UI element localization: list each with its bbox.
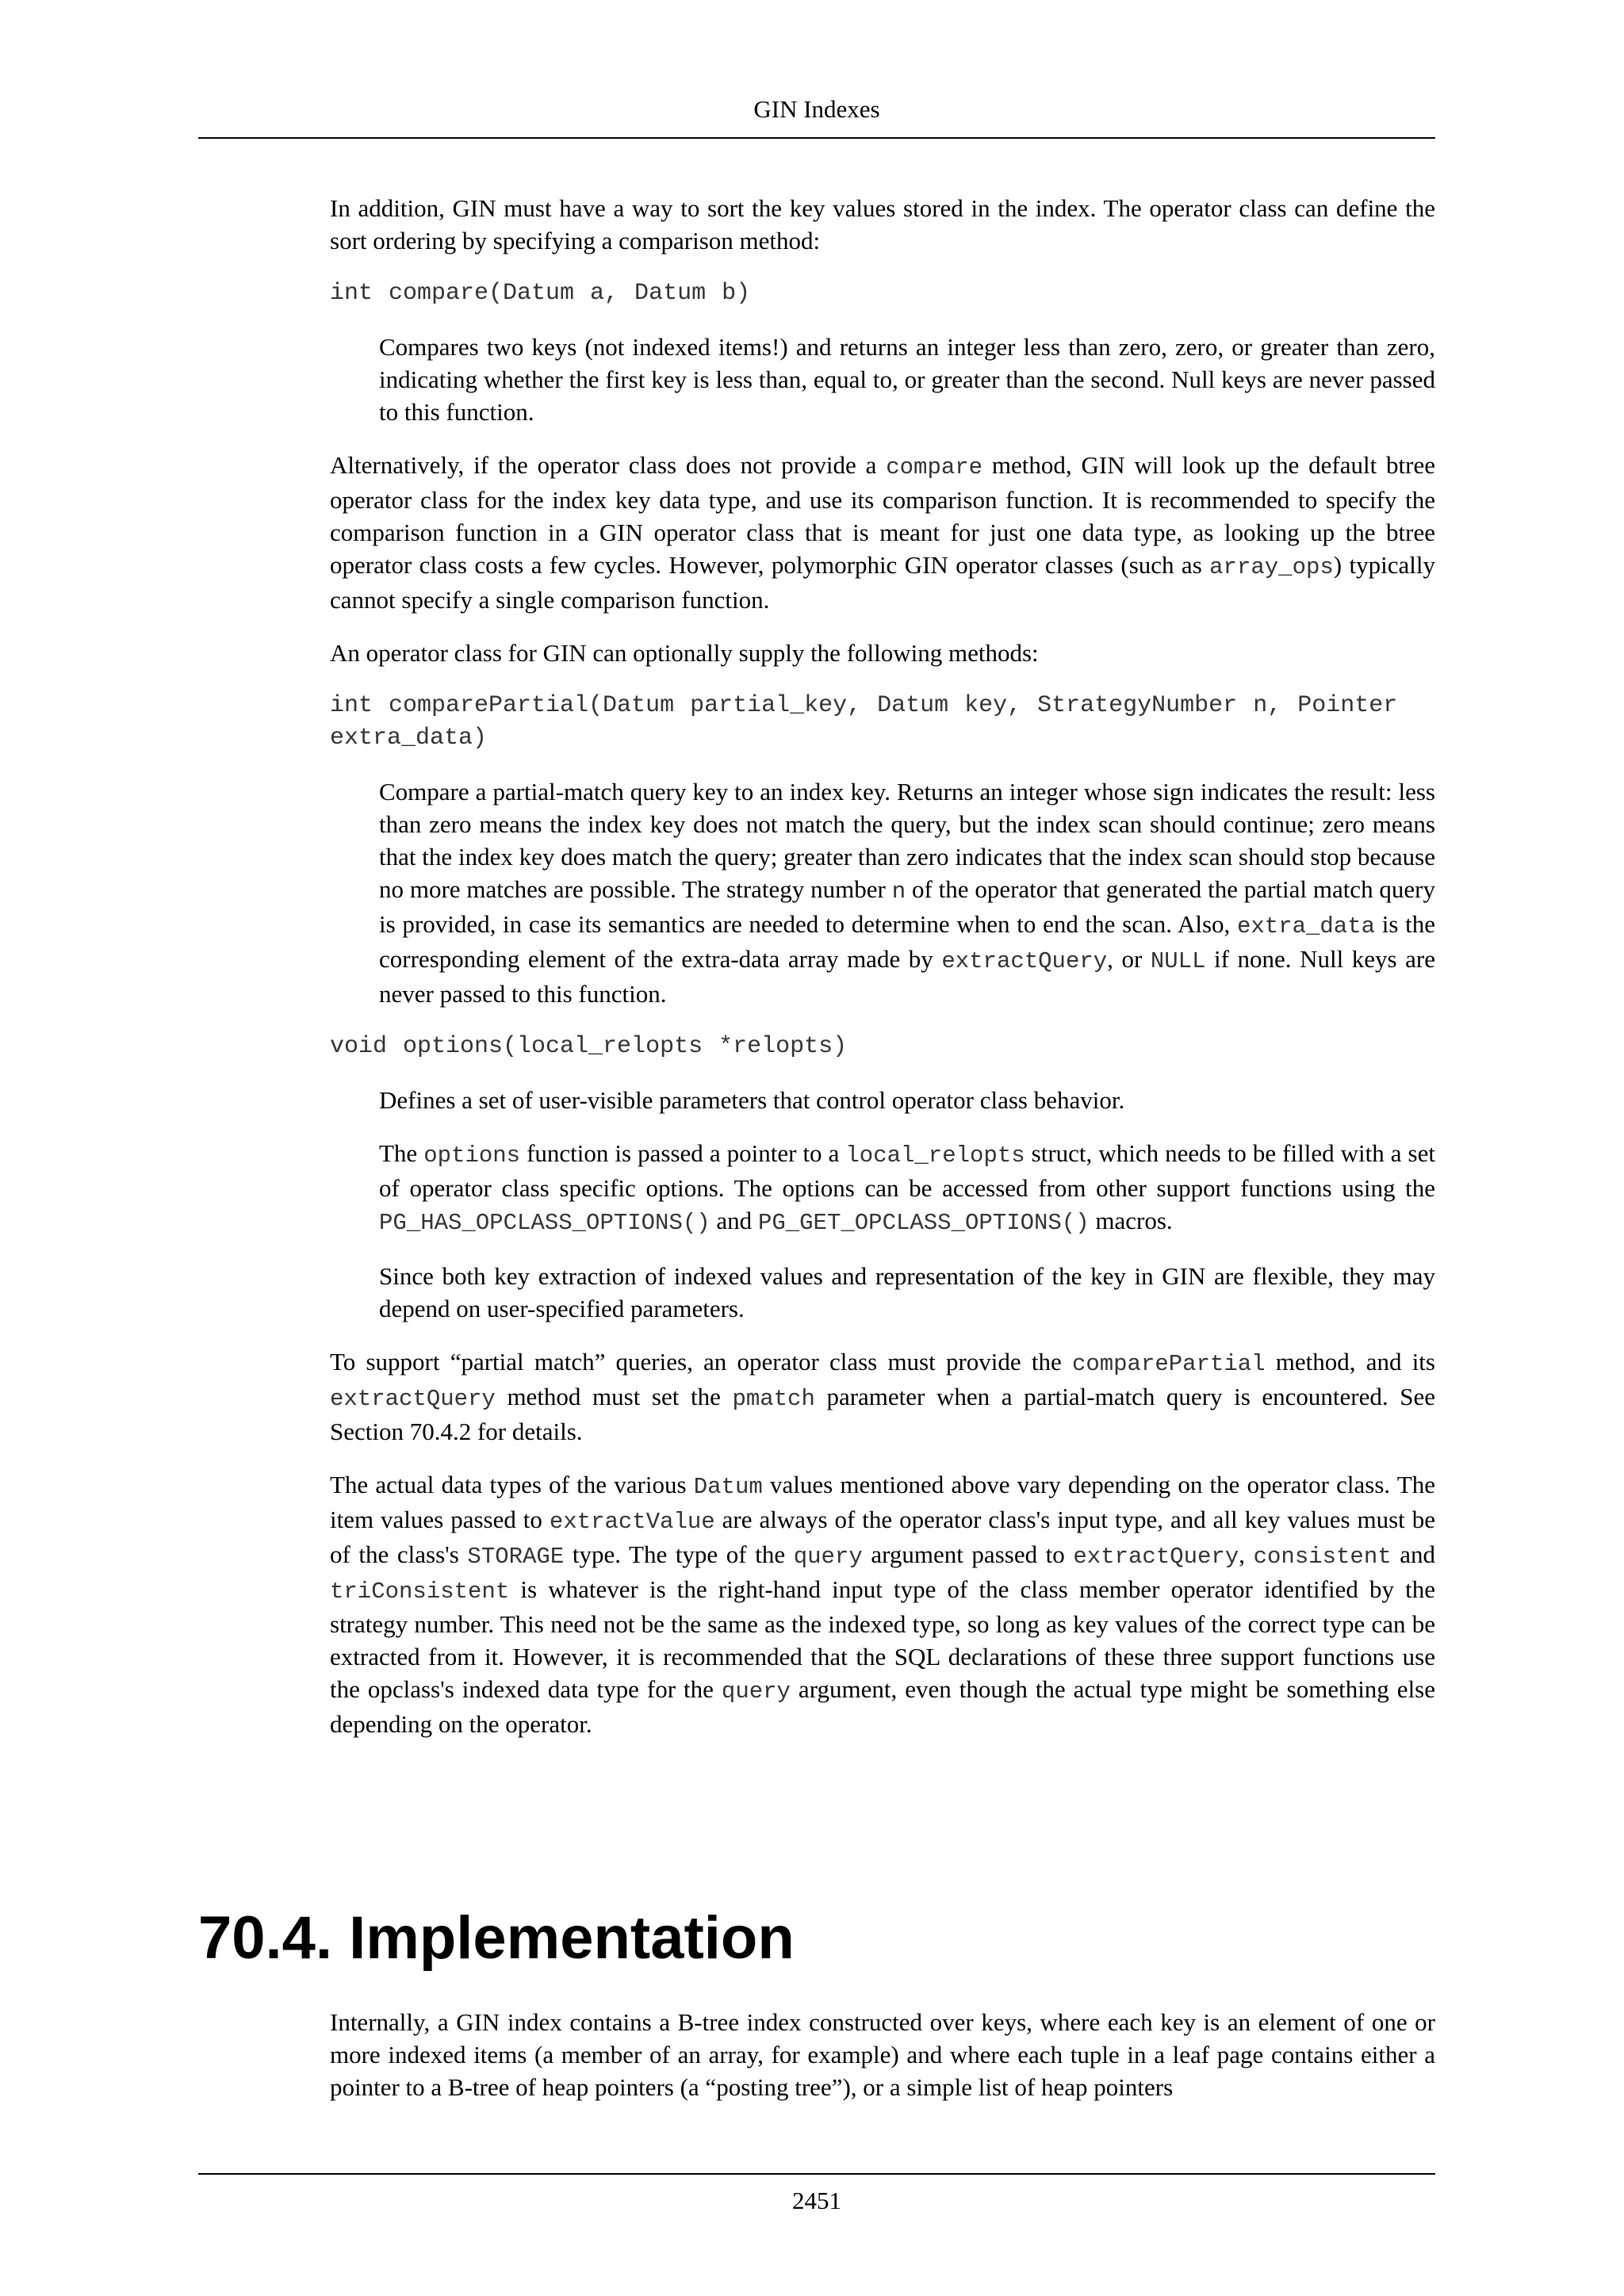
inline-code-comparePartial: comparePartial [1071,1351,1266,1377]
paragraph-implementation: Internally, a GIN index contains a B-tree index constructed over keys, where each key is an element of one or more indexed items (a member of an array, for example) and where each tuple in a leaf page contains either a pointer to a B-tree of heap pointers (a “posting tree”), or a simple list of heap pointers [330,2008,1435,2101]
description-comparePartial: Compare a partial-match query key to an index key. Returns an integer whose sign indicates the result: less than zero means the index key does not match the query, but the index scan should continue; zero means that the index key does match the query; greater than zero indicates that the index scan should stop because no more matches are possible. The strategy number n of the operator that generated the partial match query is provided, in case its semantics are needed to determine when to end the scan. Also, extra_data is the corresponding element of the extra-data array made by extractQuery, or NULL if none. Null keys are never passed to this function. [379,778,1436,1008]
implementation-column [330,2006,1435,2124]
inline-code-query: query [721,1678,791,1705]
inline-code-extractValue: extractValue [549,1509,715,1535]
running-header: GIN Indexes [753,95,880,123]
inline-code-extractQuery: extractQuery [330,1386,496,1412]
inline-code-compare: compare [886,454,983,480]
inline-code-pg-get-opclass-options: PG_GET_OPCLASS_OPTIONS() [757,1210,1090,1236]
inline-code-query: query [793,1544,863,1570]
inline-code-pg-has-opclass-options: PG_HAS_OPCLASS_OPTIONS() [379,1210,710,1236]
inline-code-array-ops: array_ops [1209,554,1334,580]
description-options-3: Since both key extraction of indexed values and representation of the key in GIN are flexible, they may depend on user-specified parameters. [379,1262,1435,1322]
footer-rule [198,2173,1435,2175]
paragraph-alternative-compare: Alternatively, if the operator class does not provide a compare method, GIN will look up the default btree operator class for the index key data type, and use its comparison function. It is recommended to specify the comparison function in a GIN operator class that is meant for just one data type, as looking up the btree operator class costs a few cycles. However, polymorphic GIN operator classes (such as array_ops) typically cannot specify a single comparison function. [330,451,1435,614]
description-options-1: Defines a set of user-visible parameters that control operator class behavior. [379,1086,1125,1114]
description-options-2: The options function is passed a pointer to a local_relopts struct, which needs to be filled with a set of operator class specific options. The options can be accessed from other support functions using the PG_HAS_OPCLASS_OPTIONS() and PG_GET_OPCLASS_OPTIONS() macros. [379,1139,1435,1236]
inline-code-datum: Datum [693,1474,763,1500]
inline-code-extra-data: extra_data [1236,913,1376,939]
paragraph-sort-intro: In addition, GIN must have a way to sort the key values stored in the index. The operator class can define the sort ordering by specifying a comparison method: [330,194,1435,254]
paragraph-partial-match: To support “partial match” queries, an operator class must provide the comparePartial method, and its extractQuery method must set the pmatch parameter when a partial-match query is encountered. See Section 70.4.2 for details. [330,1348,1435,1445]
inline-code-consistent: consistent [1253,1544,1392,1570]
signature-compare: int compare(Datum a, Datum b) [330,280,751,307]
paragraph-data-types: The actual data types of the various Datum values mentioned above vary depending on the operator class. The item values passed to extractValue are always of the operator class's input type, and all key values must be of the class's STORAGE type. The type of the query argument passed to extractQuery, consistent and triConsistent is whatever is the right-hand input type of the class member operator identified by the strategy number. This need not be the same as the indexed type, so long as key values of the correct type can be extracted from it. However, it is recommended that the SQL declarations of these three support functions use the opclass's indexed data type for the query argument, even though the actual type might be something else depending on the operator. [330,1471,1436,1738]
inline-code-null: NULL [1150,948,1206,974]
inline-code-extractQuery: extractQuery [941,948,1108,974]
inline-code-options: options [423,1142,521,1169]
inline-code-local-relopts: local_relopts [845,1142,1025,1169]
inline-code-pmatch: pmatch [732,1386,815,1412]
page-number: 2451 [792,2187,841,2214]
paragraph-optional-methods: An operator class for GIN can optionally supply the following methods: [330,639,1039,667]
body-column [330,192,1435,1761]
inline-code-triConsistent: triConsistent [330,1578,510,1605]
inline-code-storage: STORAGE [467,1544,565,1570]
inline-code-extractQuery: extractQuery [1073,1544,1239,1570]
inline-code-n: n [891,878,906,905]
signature-options: void options(local_relopts *relopts) [330,1033,848,1060]
section-heading: 70.4. Implementation [198,1904,795,1972]
header-rule [198,137,1435,139]
description-compare: Compares two keys (not indexed items!) and returns an integer less than zero, zero, or greater than zero, indicating whether the first key is less than, equal to, or greater than the second. Null keys are never passed to this function. [379,333,1435,426]
signature-comparePartial: int comparePartial(Datum partial_key, Datum key, StrategyNumber n, Pointer extra_data) [330,692,1414,752]
